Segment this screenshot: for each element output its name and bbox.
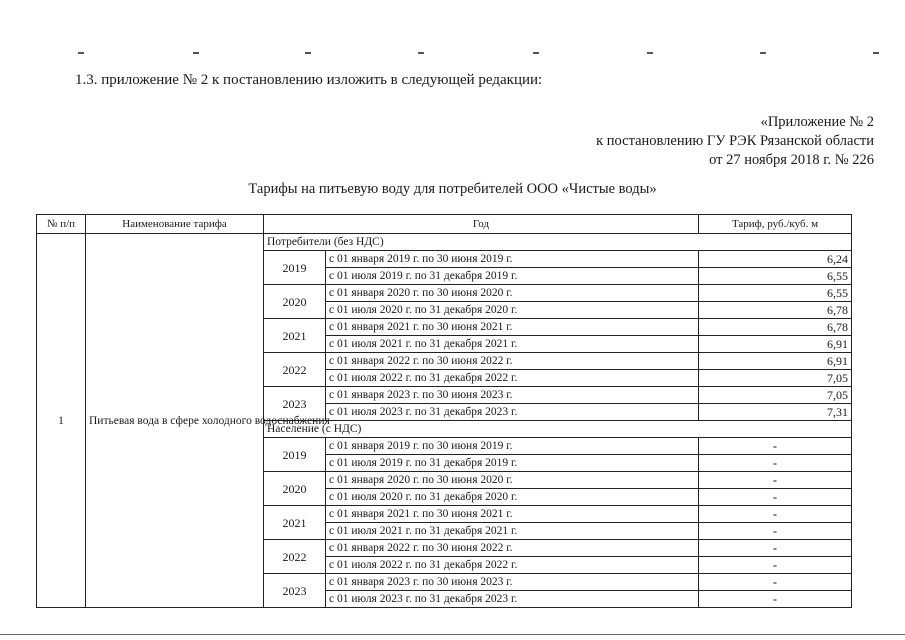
period-cell: с 01 июля 2019 г. по 31 декабря 2019 г. xyxy=(326,455,699,472)
tariff-value-cell: - xyxy=(699,506,852,523)
appendix-line-2: к постановлению ГУ РЭК Рязанской области xyxy=(596,133,874,149)
appendix-line-3: от 27 ноября 2018 г. № 226 xyxy=(709,152,874,168)
appendix-header xyxy=(596,113,874,170)
tariff-value-cell: - xyxy=(699,557,852,574)
year-cell: 2022 xyxy=(264,353,326,387)
period-cell: с 01 июля 2023 г. по 31 декабря 2023 г. xyxy=(326,591,699,608)
period-cell: с 01 июля 2023 г. по 31 декабря 2023 г. xyxy=(326,404,699,421)
tariff-value-cell: 7,31 xyxy=(699,404,852,421)
table-header-row xyxy=(37,215,852,234)
row-number: 1 xyxy=(37,234,86,608)
period-cell: с 01 июля 2021 г. по 31 декабря 2021 г. xyxy=(326,523,699,540)
year-cell: 2022 xyxy=(264,540,326,574)
period-cell: с 01 июля 2021 г. по 31 декабря 2021 г. xyxy=(326,336,699,353)
scan-artifact-dashes xyxy=(0,52,905,62)
tariff-value-cell: 6,78 xyxy=(699,302,852,319)
year-cell: 2019 xyxy=(264,438,326,472)
tariff-value-cell: - xyxy=(699,489,852,506)
year-cell: 2023 xyxy=(264,387,326,421)
period-cell: с 01 июля 2022 г. по 31 декабря 2022 г. xyxy=(326,370,699,387)
tariff-value-cell: - xyxy=(699,574,852,591)
appendix-line-1: «Приложение № 2 xyxy=(760,114,874,130)
header-num: № п/п xyxy=(37,215,86,234)
header-tariff: Тариф, руб./куб. м xyxy=(699,215,852,234)
period-cell: с 01 января 2023 г. по 30 июня 2023 г. xyxy=(326,387,699,404)
period-cell: с 01 января 2021 г. по 30 июня 2021 г. xyxy=(326,506,699,523)
period-cell: с 01 января 2019 г. по 30 июня 2019 г. xyxy=(326,438,699,455)
period-cell: с 01 января 2022 г. по 30 июня 2022 г. xyxy=(326,540,699,557)
group-label: Потребители (без НДС) xyxy=(264,234,852,251)
period-cell: с 01 января 2023 г. по 30 июня 2023 г. xyxy=(326,574,699,591)
period-cell: с 01 января 2019 г. по 30 июня 2019 г. xyxy=(326,251,699,268)
tariff-value-cell: 6,55 xyxy=(699,285,852,302)
tariff-value-cell: - xyxy=(699,438,852,455)
tariff-value-cell: 6,91 xyxy=(699,353,852,370)
period-cell: с 01 июля 2022 г. по 31 декабря 2022 г. xyxy=(326,557,699,574)
tariff-value-cell: - xyxy=(699,455,852,472)
tariff-value-cell: 7,05 xyxy=(699,387,852,404)
tariff-value-cell: 6,24 xyxy=(699,251,852,268)
year-cell: 2023 xyxy=(264,574,326,608)
tariff-value-cell: 7,05 xyxy=(699,370,852,387)
period-cell: с 01 января 2022 г. по 30 июня 2022 г. xyxy=(326,353,699,370)
year-cell: 2020 xyxy=(264,472,326,506)
year-cell: 2019 xyxy=(264,251,326,285)
document-title: Тарифы на питьевую воду для потребителей ООО «Чистые воды» xyxy=(248,181,657,197)
header-year: Год xyxy=(264,215,699,234)
tariff-value-cell: - xyxy=(699,472,852,489)
tariff-value-cell: - xyxy=(699,591,852,608)
tariff-value-cell: - xyxy=(699,523,852,540)
year-cell: 2021 xyxy=(264,319,326,353)
page-bottom-edge xyxy=(0,634,905,635)
group-label: Население (с НДС) xyxy=(264,421,852,438)
period-cell: с 01 января 2020 г. по 30 июня 2020 г. xyxy=(326,472,699,489)
year-cell: 2021 xyxy=(264,506,326,540)
tariff-value-cell: - xyxy=(699,540,852,557)
period-cell: с 01 января 2021 г. по 30 июня 2021 г. xyxy=(326,319,699,336)
period-cell: с 01 июля 2020 г. по 31 декабря 2020 г. xyxy=(326,489,699,506)
period-cell: с 01 июля 2019 г. по 31 декабря 2019 г. xyxy=(326,268,699,285)
period-cell: с 01 января 2020 г. по 30 июня 2020 г. xyxy=(326,285,699,302)
tariff-table xyxy=(36,214,852,608)
period-cell: с 01 июля 2020 г. по 31 декабря 2020 г. xyxy=(326,302,699,319)
intro-line: 1.3. приложение № 2 к постановлению изложить в следующей редакции: xyxy=(75,72,543,88)
year-cell: 2020 xyxy=(264,285,326,319)
tariff-name: Питьевая вода в сфере холодного водоснабжения xyxy=(86,234,264,608)
tariff-value-cell: 6,55 xyxy=(699,268,852,285)
table-body xyxy=(37,234,852,608)
group-row xyxy=(37,234,852,251)
tariff-value-cell: 6,78 xyxy=(699,319,852,336)
header-name: Наименование тарифа xyxy=(86,215,264,234)
tariff-value-cell: 6,91 xyxy=(699,336,852,353)
